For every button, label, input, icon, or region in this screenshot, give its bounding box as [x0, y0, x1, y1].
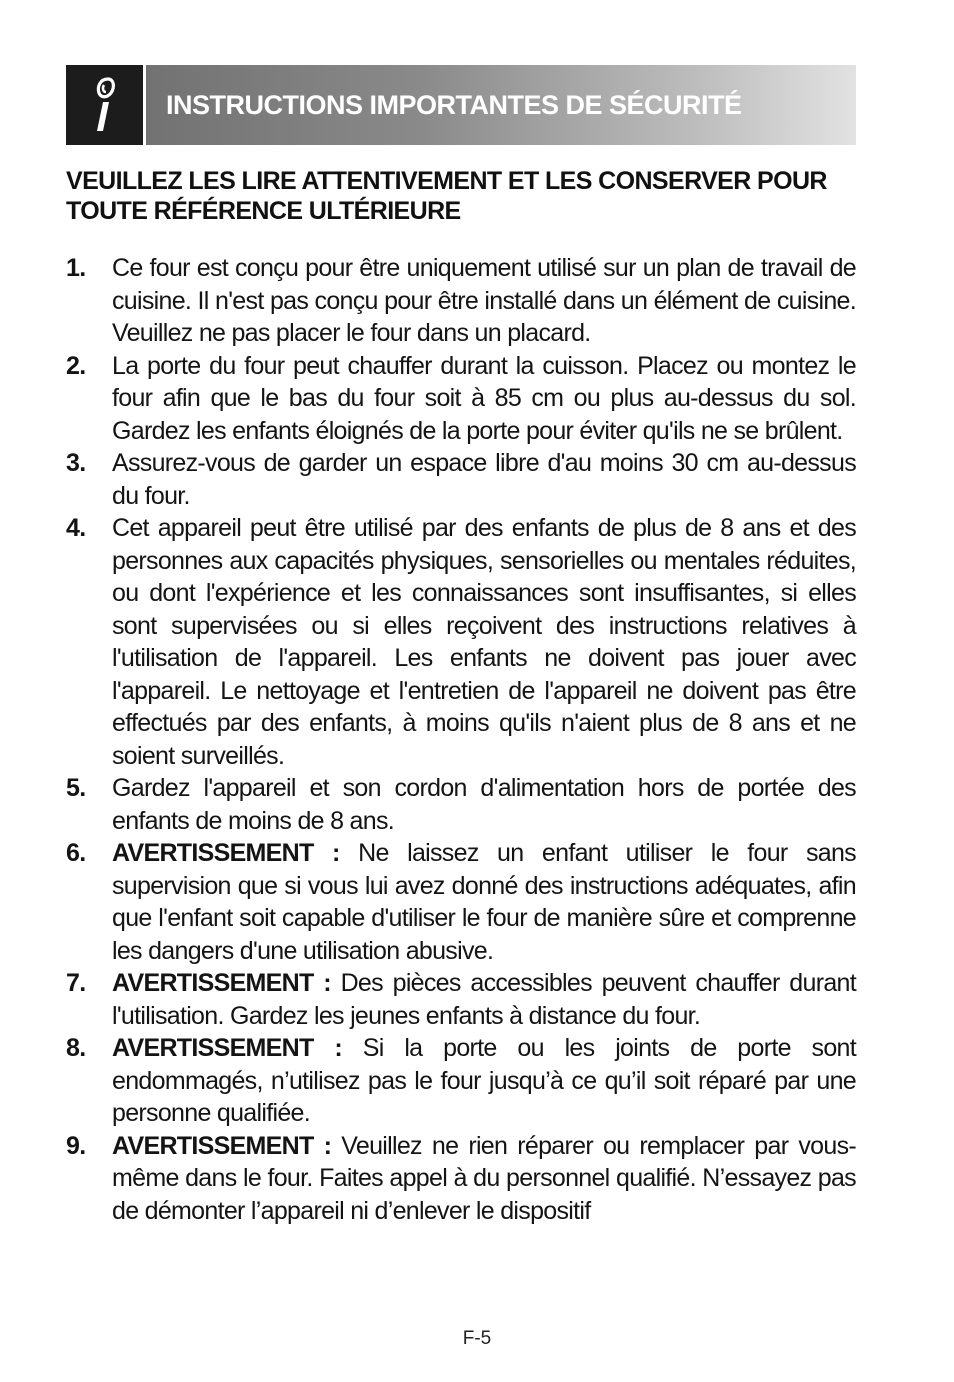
- safety-instructions-list: [66, 252, 856, 1227]
- section-header: [66, 65, 856, 145]
- item-text: La porte du four peut chauffer durant la cuisson. Placez ou montez le four afin que le bas du four soit à 85 cm ou plus au-dessus du sol. Gardez les enfants éloignés de la porte pour éviter qu'ils ne se brûlent.: [112, 351, 856, 445]
- item-text: Si la porte ou les joints de porte sont endommagés, n’utilisez pas le four jusqu’à ce qu’il soit réparé par une personne qualifiée.: [112, 1034, 856, 1127]
- item-number: 1.: [66, 254, 86, 282]
- list-item: [66, 447, 856, 512]
- list-item: [66, 512, 856, 772]
- list-item: [66, 1032, 856, 1130]
- list-item: [66, 967, 856, 1032]
- info-i-icon: [88, 75, 122, 135]
- page-number: F-5: [462, 1328, 492, 1349]
- item-number: 7.: [66, 969, 86, 997]
- item-number: 4.: [66, 514, 86, 542]
- item-number: 2.: [66, 351, 86, 380]
- item-text: Cet appareil peut être utilisé par des enfants de plus de 8 ans et des personnes aux capacités physiques, sensorielles ou mentales réduites, ou dont l'expérience et les connaissances sont insuffisantes, si elles sont supervisées ou si elles reçoivent des instructions relatives à l'utilisation de l'appareil. Les enfants ne doivent pas jouer avec l'appareil. Le nettoyage et l'entretien de l'appareil ne doivent pas être effectués par des enfants, à moins qu'ils n'aient plus de 8 ans et ne soient surveillés.: [112, 514, 856, 770]
- item-number: 3.: [66, 449, 86, 477]
- warning-label: AVERTISSEMENT :: [112, 1034, 342, 1062]
- item-number: 8.: [66, 1034, 86, 1062]
- instruction-subtitle: VEUILLEZ LES LIRE ATTENTIVEMENT ET LES CONSERVER POUR TOUTE RÉFÉRENCE ULTÉRIEURE: [66, 167, 827, 225]
- warning-label: AVERTISSEMENT :: [112, 969, 331, 997]
- item-text: Gardez l'appareil et son cordon d'alimentation hors de portée des enfants de moins de 8 ans.: [112, 774, 856, 835]
- warning-label: AVERTISSEMENT :: [112, 1131, 332, 1160]
- section-title: INSTRUCTIONS IMPORTANTES DE SÉCURITÉ: [166, 89, 742, 120]
- item-number: 5.: [66, 774, 86, 802]
- item-text: Assurez-vous de garder un espace libre d'au moins 30 cm au-dessus du four.: [112, 449, 856, 510]
- item-text: Ce four est conçu pour être uniquement utilisé sur un plan de travail de cuisine. Il n'est pas conçu pour être installé dans un élément de cuisine. Veuillez ne pas placer le four dans un placard.: [112, 254, 856, 347]
- list-item: [66, 772, 856, 837]
- header-icon-box: [66, 65, 143, 145]
- list-item: [66, 1130, 856, 1228]
- list-item: [66, 350, 856, 448]
- list-item: [66, 252, 856, 350]
- item-text: Veuillez ne rien réparer ou remplacer par vous-même dans le four. Faites appel à du personnel qualifié. N’essayez pas de démonter l’appareil ni d’enlever le dispositif: [112, 1131, 856, 1225]
- list-item: [66, 837, 856, 967]
- item-text: Ne laissez un enfant utiliser le four sans supervision que si vous lui avez donné des instructions adéquates, afin que l'enfant soit capable d'utiliser le four de manière sûre et comprenne les dangers d'une utilisation abusive.: [112, 839, 856, 965]
- warning-label: AVERTISSEMENT :: [112, 839, 340, 867]
- item-number: 9.: [66, 1131, 86, 1160]
- item-number: 6.: [66, 839, 86, 867]
- item-text: Des pièces accessibles peuvent chauffer durant l'utilisation. Gardez les jeunes enfants à distance du four.: [112, 969, 856, 1030]
